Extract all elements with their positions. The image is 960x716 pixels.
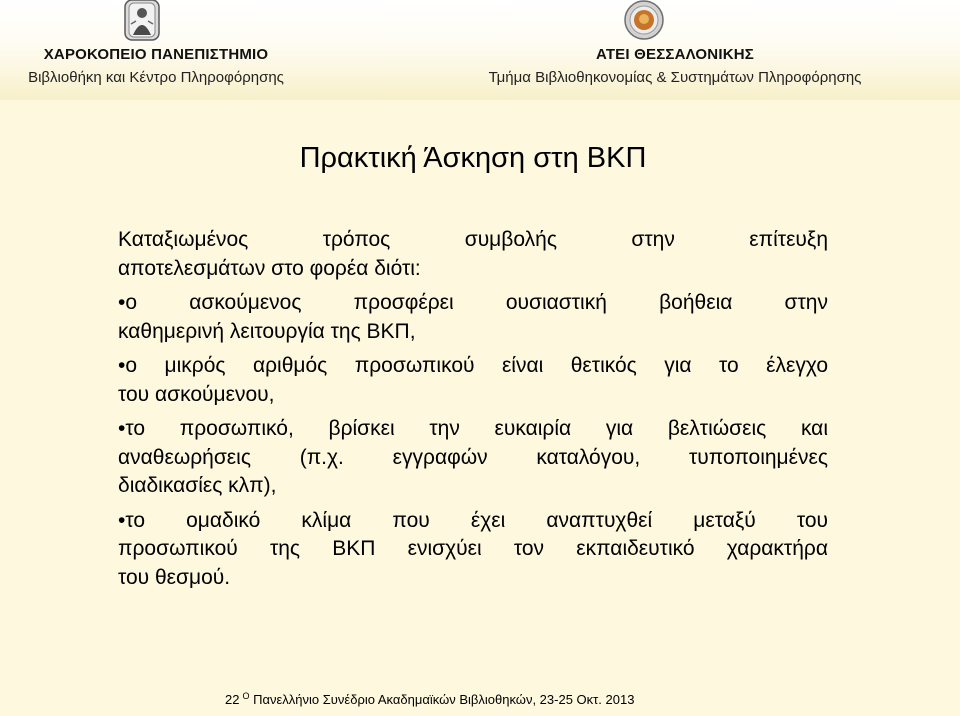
paragraph-line: αναθεωρήσεις (π.χ. εγγραφών καταλόγου, τυποποιημένες	[118, 445, 828, 469]
footer-number: 22	[225, 692, 240, 707]
university-seal-icon	[122, 0, 162, 47]
slide-header	[0, 0, 960, 100]
paragraph-line: καθημερινή λειτουργία της ΒΚΠ,	[118, 319, 416, 343]
paragraph-line: •το προσωπικό, βρίσκει την ευκαιρία για βελτιώσεις και	[118, 417, 828, 440]
bullet-paragraph	[118, 415, 828, 501]
paragraph-line: •ο μικρός αριθμός προσωπικού είναι θετικός για το έλεγχο	[118, 354, 828, 377]
paragraph-line: •ο ασκούμενος προσφέρει ουσιαστική βοήθεια στην	[118, 291, 828, 314]
right-institution-department: Τμήμα Βιβλιοθηκονομίας & Συστημάτων Πληροφόρησης	[488, 69, 862, 86]
bullet-paragraph	[118, 289, 828, 346]
paragraph-line: διαδικασίες κλπ),	[118, 474, 277, 497]
slide-footer	[225, 691, 634, 709]
footer-ordinal-superscript: Ο	[242, 691, 250, 701]
paragraph-line: του ασκούμενου,	[118, 382, 275, 406]
footer-conference-text: Πανελλήνιο Συνέδριο Ακαδημαϊκών Βιβλιοθηκών, 23-25 Οκτ. 2013	[253, 692, 635, 707]
paragraph-line: προσωπικού της ΒΚΠ ενισχύει τον εκπαιδευτικό χαρακτήρα	[118, 537, 828, 560]
left-institution-department: Βιβλιοθήκη και Κέντρο Πληροφόρησης	[28, 69, 284, 86]
bullet-paragraph	[118, 507, 828, 593]
paragraph-line: •το ομαδικό κλίμα που έχει αναπτυχθεί μεταξύ του	[118, 508, 828, 532]
bullet-paragraph	[118, 352, 828, 409]
left-institution-name: ΧΑΡΟΚΟΠΕΙΟ ΠΑΝΕΠΙΣΤΗΜΙΟ	[43, 46, 269, 63]
paragraph-line: του θεσμού.	[118, 565, 231, 589]
paragraph	[118, 226, 828, 283]
slide-body	[118, 226, 828, 598]
slide-title: Πρακτική Άσκηση στη ΒΚΠ	[299, 142, 647, 174]
paragraph-line: αποτελεσμάτων στο φορέα διότι:	[118, 256, 421, 280]
paragraph-line: Καταξιωμένος τρόπος συμβολής στην επίτευξη	[118, 228, 828, 251]
right-institution-name: ΑΤΕΙ ΘΕΣΣΑΛΟΝΙΚΗΣ	[596, 46, 754, 63]
round-seal-icon	[624, 0, 664, 47]
